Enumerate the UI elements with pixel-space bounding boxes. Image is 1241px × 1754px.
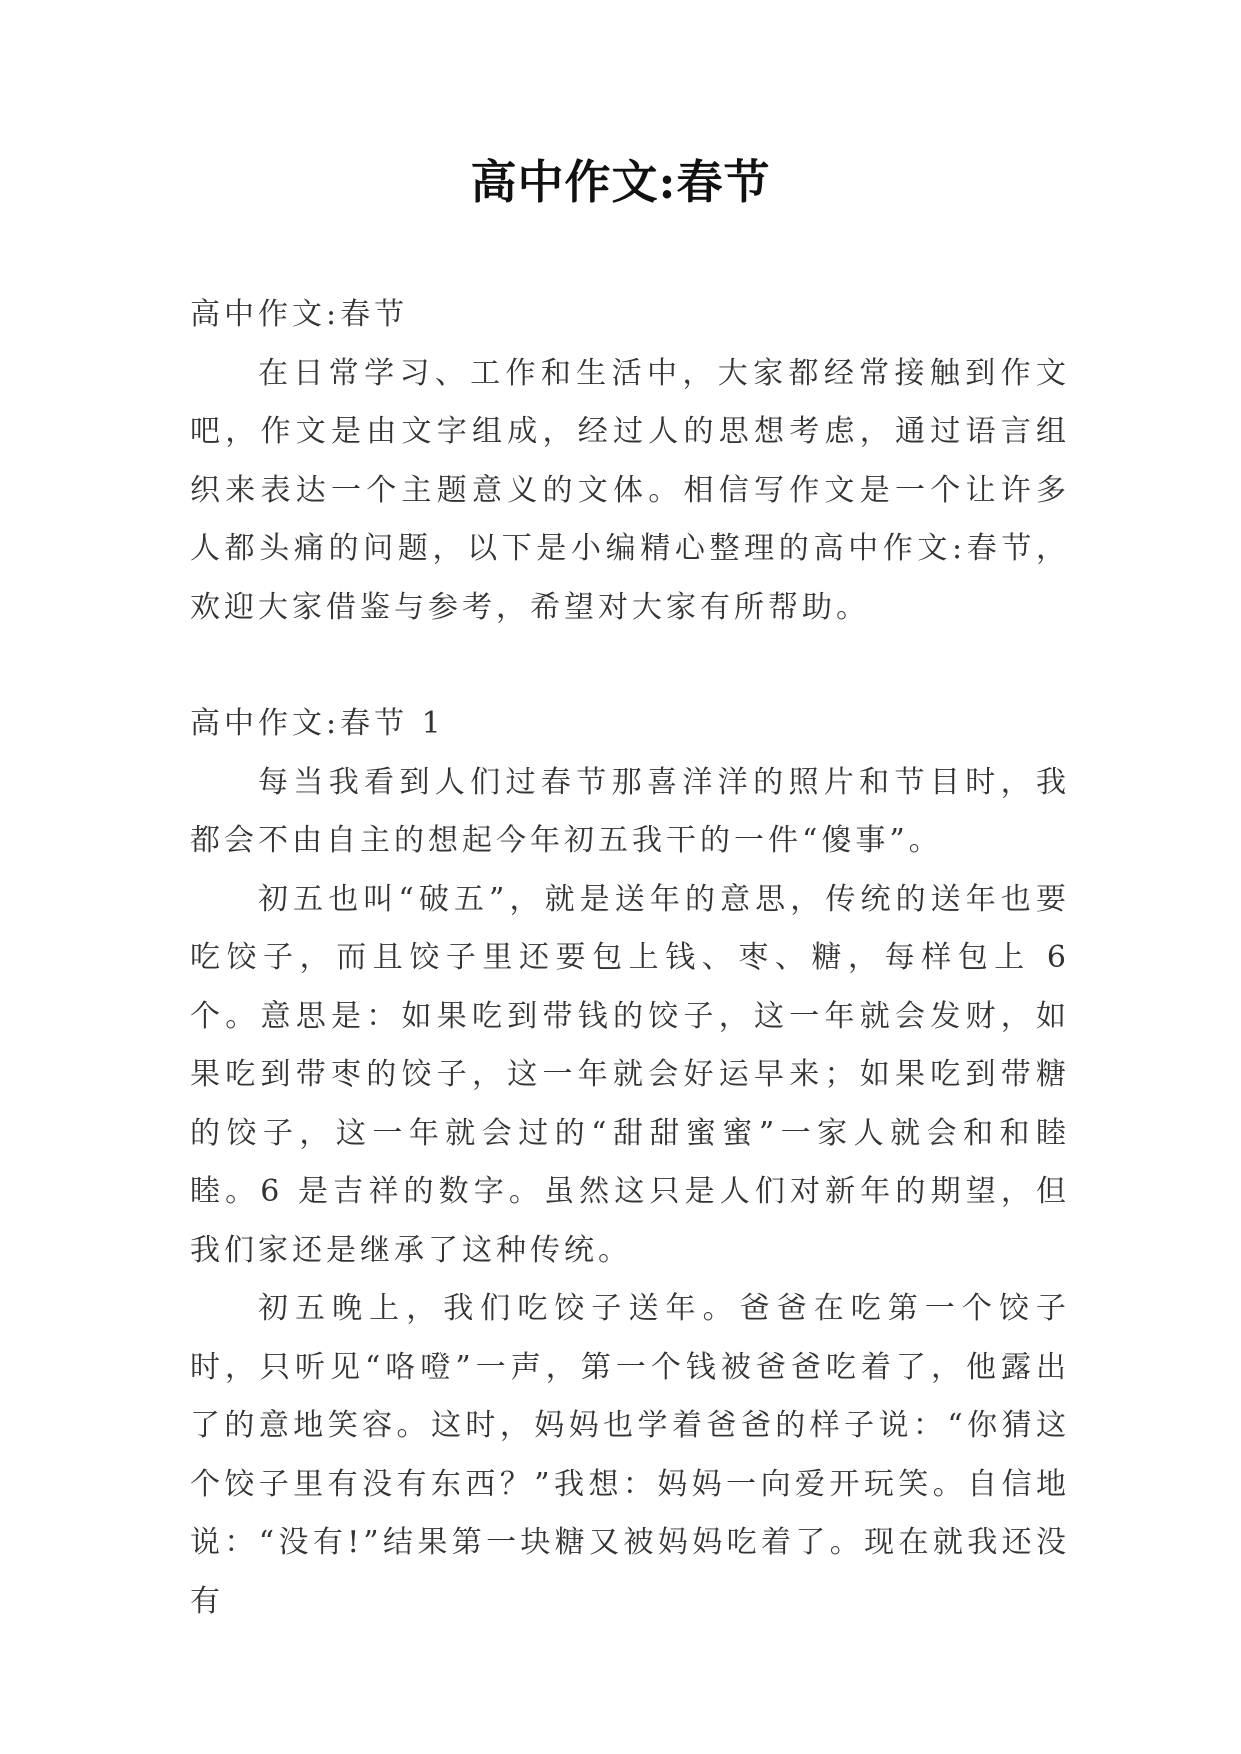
section-spacer <box>190 637 1070 695</box>
document-body <box>190 286 1070 1631</box>
intro-heading: 高中作文:春节 <box>190 297 409 332</box>
document-title: 高中作文:春节 <box>470 155 771 209</box>
intro-paragraph: 在日常学习、工作和生活中，大家都经常接触到作文吧，作文是由文字组成，经过人的思想考虑，通过语言组织来表达一个主题意义的文体。相信写作文是一个让许多人都头痛的问题，以下是小编精心整理的高中作文:春节，欢迎大家借鉴与参考，希望对大家有所帮助。 <box>190 355 1070 625</box>
essay-paragraph: 初五也叫“破五”，就是送年的意思，传统的送年也要吃饺子，而且饺子里还要包上钱、枣、糖，每样包上 6 个。意思是：如果吃到带钱的饺子，这一年就会发财，如果吃到带枣的饺子，这一年就会好运早来；如果吃到带糖的饺子，这一年就会过的“甜甜蜜蜜”一家人就会和和睦睦。6 是吉祥的数字。虽然这只是人们对新年的期望，但我们家还是继承了这种传统。 <box>190 881 1070 1268</box>
essay-heading: 高中作文:春节 1 <box>190 706 445 741</box>
essay-paragraph: 每当我看到人们过春节那喜洋洋的照片和节目时，我都会不由自主的想起今年初五我干的一件“傻事”。 <box>190 764 1070 858</box>
essay-paragraph: 初五晚上，我们吃饺子送年。爸爸在吃第一个饺子时，只听见“咯噔”一声，第一个钱被爸爸吃着了，他露出了的意地笑容。这时，妈妈也学着爸爸的样子说：“你猜这个饺子里有没有东西？”我想：妈妈一向爱开玩笑。自信地说：“没有!”结果第一块糖又被妈妈吃着了。现在就我还没有 <box>190 1291 1070 1619</box>
